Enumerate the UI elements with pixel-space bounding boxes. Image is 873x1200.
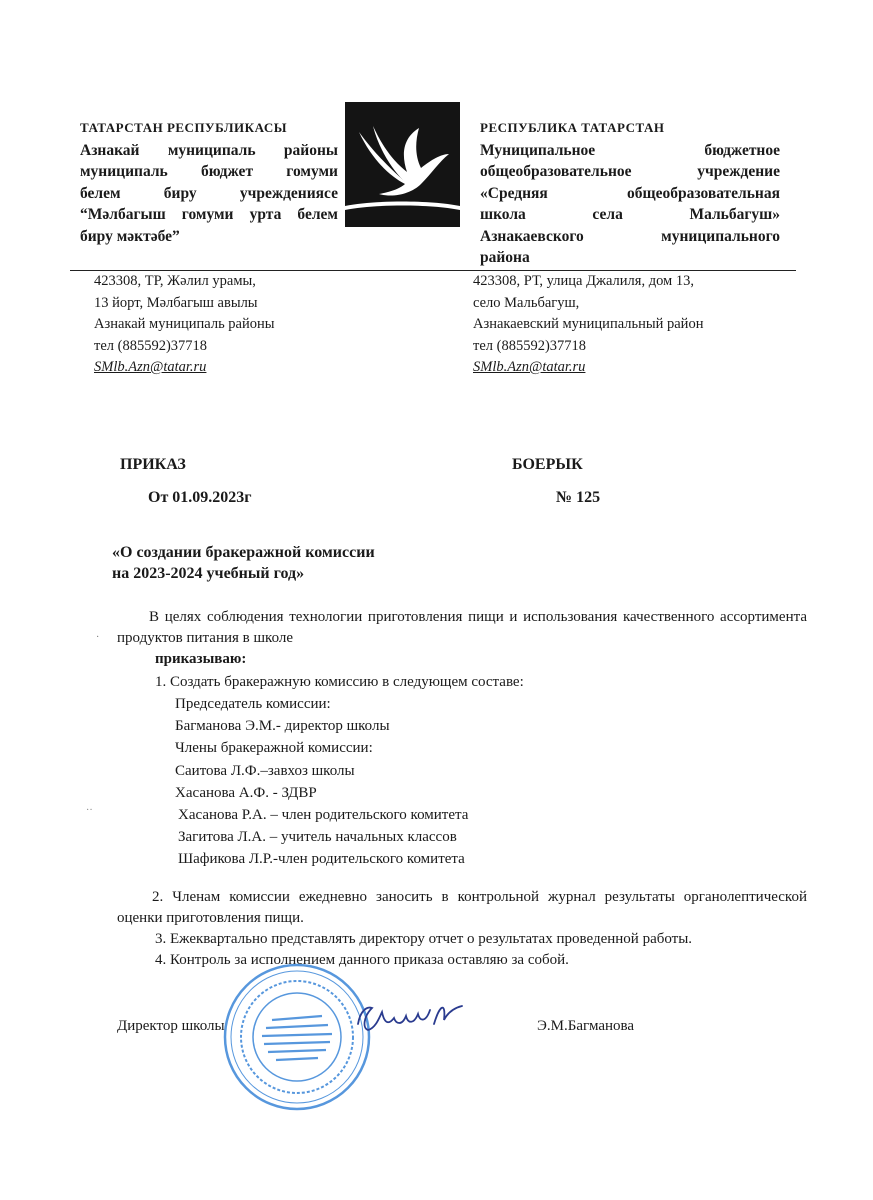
- coat-of-arms-emblem: [345, 102, 460, 227]
- address-russian: [473, 271, 793, 379]
- composition-line: Хасанова Р.А. – член родительского комитета: [178, 807, 469, 824]
- header-tatar-line: белем биру учреждениясе: [80, 184, 338, 202]
- order-label-ru: ПРИКАЗ: [120, 456, 186, 473]
- intro-paragraph: В целях соблюдения технологии приготовления пищи и использования качественного ассортимента продуктов питания в школе: [117, 609, 807, 646]
- header-russian-line: Азнакаевского муниципального: [480, 227, 780, 245]
- scan-speck: ·: [96, 632, 100, 643]
- order-item-3: 3. Ежеквартально представлять директору отчет о результатах проведенной работы.: [155, 931, 693, 947]
- header-tatar-block: [80, 117, 338, 247]
- order-subject: [112, 542, 375, 584]
- commission-composition: [175, 693, 468, 871]
- header-tatar-title: ТАТАРСТАН РЕСПУБЛИКАСЫ: [80, 120, 287, 135]
- order-item-2: 2. Членам комиссии ежедневно заносить в контрольной журнал результаты органолептической оценки приготовления пищи.: [117, 889, 807, 926]
- header-tatar-line: муниципаль бюджет гомуми: [80, 163, 338, 180]
- signature-title: Директор школы: [117, 1018, 225, 1034]
- header-russian-line: школа села Мальбагуш»: [480, 206, 780, 223]
- email-link-tatar[interactable]: SMlb.Azn@tatar.ru: [94, 359, 207, 375]
- header-russian-title: РЕСПУБЛИКА ТАТАРСТАН: [480, 120, 665, 135]
- address-line: село Мальбагуш,: [473, 294, 580, 311]
- composition-line: Багманова Э.М.- директор школы: [175, 718, 390, 735]
- order-item-4: 4. Контроль за исполнением данного приказа оставляю за собой.: [155, 952, 569, 968]
- order-date: От 01.09.2023г: [148, 489, 252, 506]
- header-russian-line: Муниципальное бюджетное: [480, 141, 780, 159]
- address-line: тел (885592)37718: [473, 337, 587, 354]
- handwritten-signature: [350, 994, 470, 1044]
- composition-line: Хасанова А.Ф. - ЗДВР: [175, 784, 317, 801]
- address-line: 13 йорт, Мəлбагыш авылы: [94, 294, 258, 311]
- bird-emblem-icon: [345, 102, 460, 227]
- signature-name: Э.М.Багманова: [537, 1018, 635, 1034]
- header-tatar-line: биру мəктəбе”: [80, 227, 180, 245]
- scan-speck: ··: [86, 805, 93, 816]
- header-russian-line: общеобразовательное учреждение: [480, 163, 780, 180]
- subject-line: на 2023-2024 учебный год»: [112, 565, 305, 582]
- header-tatar-line: Азнакай муниципаль районы: [80, 141, 338, 159]
- composition-line: Саитова Л.Ф.–завхоз школы: [175, 762, 355, 779]
- header-tatar-line: “Мəлбагыш гомуми урта белем: [80, 206, 338, 223]
- order-item-1: 1. Создать бракеражную комиссию в следующем составе:: [155, 674, 524, 690]
- composition-line: Председатель комиссии:: [175, 696, 331, 712]
- email-link-russian[interactable]: SMlb.Azn@tatar.ru: [473, 359, 586, 375]
- header-russian-line: «Средняя общеобразовательная: [480, 184, 780, 202]
- address-line: Азнакаевский муниципальный район: [473, 316, 704, 332]
- order-number: № 125: [556, 489, 601, 506]
- subject-line: «О создании бракеражной комиссии: [112, 544, 375, 561]
- address-line: 423308, РТ, улица Джалиля, дом 13,: [473, 273, 694, 289]
- address-tatar: [94, 271, 394, 379]
- address-line: 423308, ТР, Жəлил урамы,: [94, 273, 256, 289]
- orders-word: приказываю:: [155, 651, 247, 667]
- order-label-tat: БОЕРЫК: [512, 456, 583, 473]
- composition-line: Загитова Л.А. – учитель начальных классов: [178, 829, 457, 846]
- composition-line: Члены бракеражной комиссии:: [175, 740, 373, 757]
- address-line: Азнакай муниципаль районы: [94, 316, 275, 332]
- address-line: тел (885592)37718: [94, 337, 208, 354]
- composition-line: Шафикова Л.Р.-член родительского комитета: [178, 851, 465, 868]
- header-russian-line: района: [480, 249, 530, 266]
- header-russian-block: [480, 117, 780, 269]
